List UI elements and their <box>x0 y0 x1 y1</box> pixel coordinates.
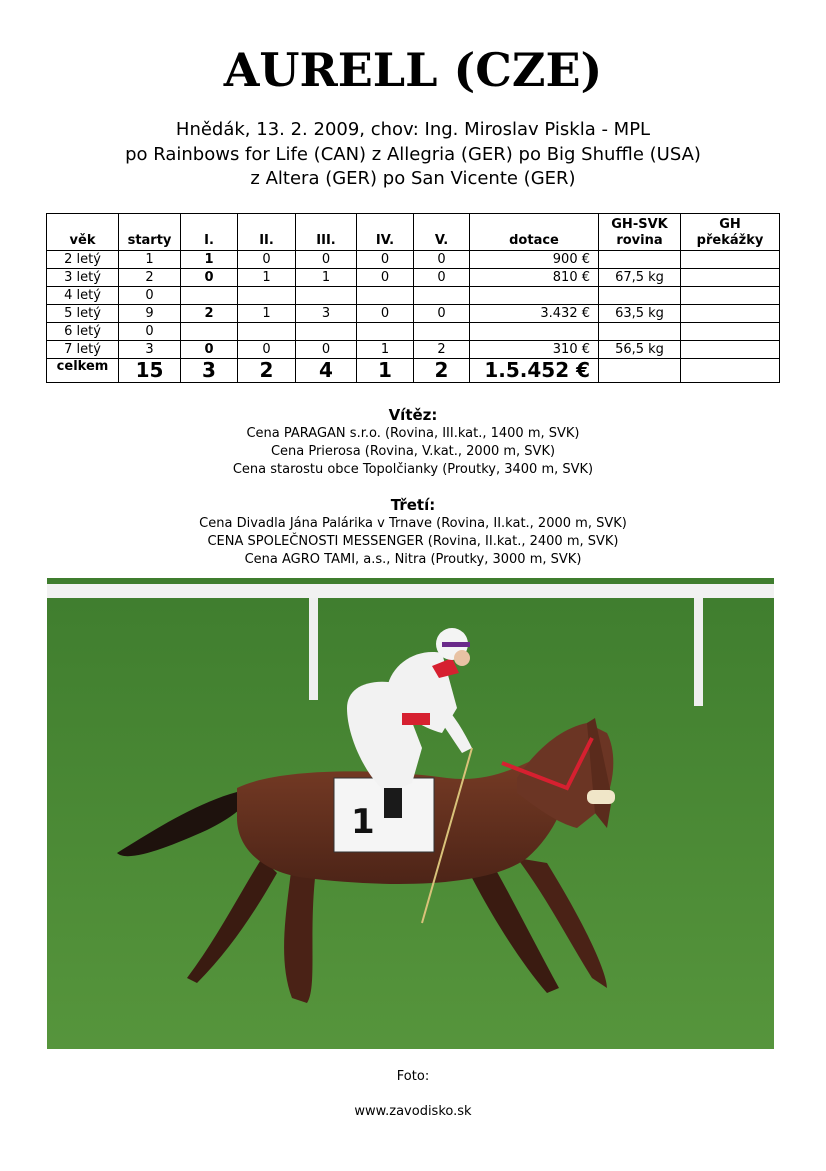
cell-fourth: 0 <box>357 269 414 287</box>
cell-third: 1 <box>296 269 357 287</box>
cell-age: 7 letý <box>47 341 119 359</box>
winner-race: Cena starostu obce Topolčianky (Proutky, 3400 m, SVK) <box>232 462 594 477</box>
cell-first <box>181 287 238 305</box>
cell-age: 4 letý <box>47 287 119 305</box>
cell-second: 1 <box>238 269 296 287</box>
cell-second: 1 <box>238 305 296 323</box>
saddle-number: 1 <box>351 802 375 842</box>
total-gh-svk <box>599 359 681 383</box>
jockey-face <box>454 650 470 666</box>
header-age: věk <box>47 214 119 251</box>
cell-age: 2 letý <box>47 251 119 269</box>
rail-post <box>309 598 318 700</box>
header-gh-line1: GH <box>719 217 741 232</box>
header-gh-line2: překážky <box>696 233 764 248</box>
info-line-dam-line: z Altera (GER) po San Vicente (GER) <box>250 168 576 189</box>
cell-starts: 0 <box>119 323 181 341</box>
cell-third: 0 <box>296 251 357 269</box>
cell-fourth: 0 <box>357 251 414 269</box>
header-gh-svk-line2: rovina <box>616 233 663 248</box>
header-first: I. <box>181 214 238 251</box>
rail-post <box>694 598 703 706</box>
cell-starts: 1 <box>119 251 181 269</box>
table-row <box>47 251 780 269</box>
cell-prize: 310 € <box>470 341 599 359</box>
cell-fifth: 2 <box>414 341 470 359</box>
photo-credit-label: Foto: <box>396 1069 430 1084</box>
helmet-band <box>442 642 470 647</box>
cell-fifth <box>414 323 470 341</box>
table-row <box>47 341 780 359</box>
info-line-color-birth-breeder: Hnědák, 13. 2. 2009, chov: Ing. Miroslav Piskla - MPL <box>175 119 651 140</box>
header-fourth: IV. <box>357 214 414 251</box>
cell-gh-svk: 56,5 kg <box>599 341 681 359</box>
cell-gh <box>681 305 780 323</box>
cell-first <box>181 323 238 341</box>
total-second: 2 <box>238 359 296 383</box>
silks-red-band <box>402 713 430 725</box>
website-link[interactable]: www.zavodisko.sk <box>354 1104 472 1119</box>
cell-fifth: 0 <box>414 251 470 269</box>
total-gh <box>681 359 780 383</box>
cell-prize <box>470 287 599 305</box>
table-body <box>47 251 780 359</box>
cell-starts: 9 <box>119 305 181 323</box>
cell-fifth: 0 <box>414 305 470 323</box>
racing-stats-table <box>46 213 780 383</box>
total-label: celkem <box>47 359 119 383</box>
horse-name-title: AURELL (CZE) <box>223 43 603 97</box>
cell-age: 5 letý <box>47 305 119 323</box>
cell-prize <box>470 323 599 341</box>
header-gh <box>681 214 780 251</box>
third-race: Cena Divadla Jána Palárika v Trnave (Rovina, II.kat., 2000 m, SVK) <box>199 516 627 531</box>
cell-gh-svk: 63,5 kg <box>599 305 681 323</box>
total-prize: 1.5.452 € <box>470 359 599 383</box>
cell-fourth: 0 <box>357 305 414 323</box>
cell-fourth <box>357 287 414 305</box>
winner-race: Cena Prierosa (Rovina, V.kat., 2000 m, SVK) <box>270 444 556 459</box>
header-fifth: V. <box>414 214 470 251</box>
cell-gh-svk <box>599 323 681 341</box>
cell-fifth <box>414 287 470 305</box>
cell-first: 2 <box>181 305 238 323</box>
jockey-boot <box>384 788 402 818</box>
table-row <box>47 323 780 341</box>
cell-third: 0 <box>296 341 357 359</box>
cell-gh-svk <box>599 287 681 305</box>
cell-prize: 3.432 € <box>470 305 599 323</box>
cell-prize: 900 € <box>470 251 599 269</box>
cell-gh <box>681 341 780 359</box>
cell-first: 0 <box>181 341 238 359</box>
table-row <box>47 269 780 287</box>
cell-third <box>296 287 357 305</box>
table-row <box>47 305 780 323</box>
cell-starts: 3 <box>119 341 181 359</box>
cell-prize: 810 € <box>470 269 599 287</box>
table-total-row <box>47 359 780 383</box>
horse-photo-illustration <box>47 578 774 1049</box>
noseband <box>587 790 615 804</box>
cell-first: 0 <box>181 269 238 287</box>
third-heading: Třetí: <box>390 496 436 514</box>
info-line-pedigree: po Rainbows for Life (CAN) z Allegria (GER) po Big Shuffle (USA) <box>125 144 701 165</box>
total-starts: 15 <box>119 359 181 383</box>
cell-gh-svk: 67,5 kg <box>599 269 681 287</box>
table-header-row <box>47 214 780 251</box>
third-race: Cena AGRO TAMI, a.s., Nitra (Proutky, 3000 m, SVK) <box>244 552 582 567</box>
cell-gh <box>681 323 780 341</box>
total-fourth: 1 <box>357 359 414 383</box>
cell-gh <box>681 287 780 305</box>
header-gh-svk-line1: GH-SVK <box>611 217 668 232</box>
cell-gh <box>681 251 780 269</box>
third-race: CENA SPOLEČNOSTI MESSENGER (Rovina, II.kat., 2400 m, SVK) <box>207 534 619 549</box>
cell-fourth: 1 <box>357 341 414 359</box>
header-gh-svk <box>599 214 681 251</box>
cell-gh <box>681 269 780 287</box>
cell-fourth <box>357 323 414 341</box>
cell-third <box>296 323 357 341</box>
rail-bar <box>47 584 774 598</box>
cell-age: 6 letý <box>47 323 119 341</box>
winner-heading: Vítěz: <box>388 406 438 424</box>
cell-age: 3 letý <box>47 269 119 287</box>
cell-second: 0 <box>238 251 296 269</box>
header-second: II. <box>238 214 296 251</box>
header-starts: starty <box>119 214 181 251</box>
table-row <box>47 287 780 305</box>
total-first: 3 <box>181 359 238 383</box>
header-third: III. <box>296 214 357 251</box>
cell-second: 0 <box>238 341 296 359</box>
total-fifth: 2 <box>414 359 470 383</box>
header-prize: dotace <box>470 214 599 251</box>
cell-gh-svk <box>599 251 681 269</box>
cell-starts: 0 <box>119 287 181 305</box>
winner-race: Cena PARAGAN s.r.o. (Rovina, III.kat., 1400 m, SVK) <box>246 426 580 441</box>
horse-photo <box>47 578 774 1049</box>
total-third: 4 <box>296 359 357 383</box>
cell-fifth: 0 <box>414 269 470 287</box>
cell-third: 3 <box>296 305 357 323</box>
cell-second <box>238 287 296 305</box>
cell-first: 1 <box>181 251 238 269</box>
cell-second <box>238 323 296 341</box>
cell-starts: 2 <box>119 269 181 287</box>
